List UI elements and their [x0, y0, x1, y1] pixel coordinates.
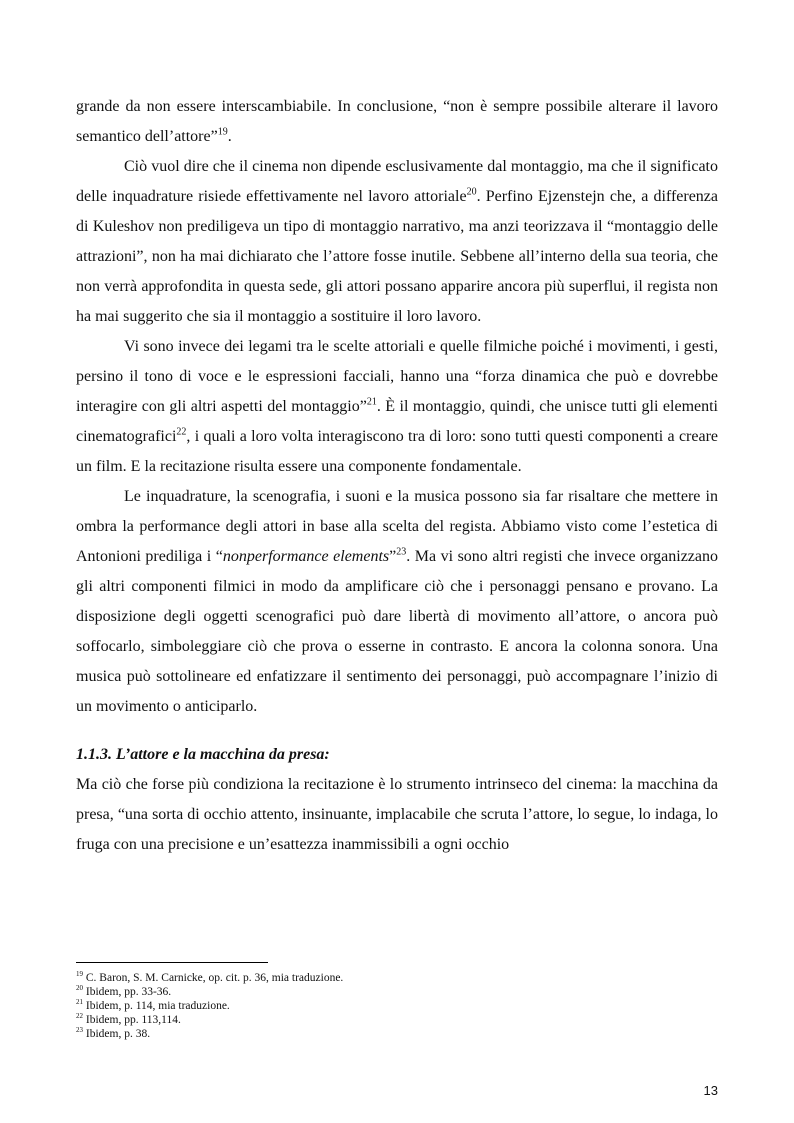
- paragraph-text: . È il montaggio, quindi, che unisce tutti gli elementi cinematografici: [76, 398, 718, 445]
- footnote-text: C. Baron, S. M. Carnicke, op. cit. p. 36, mia traduzione.: [83, 972, 344, 984]
- footnote-21: [76, 999, 718, 1013]
- footnote-19: [76, 971, 718, 985]
- paragraph-text: Le inquadrature, la scenografia, i suoni e la musica possono sia far risaltare che mettere in ombra la performance degli attori in base alla scelta del regista. Abbiamo visto come l’estetica di Antonioni prediliga i “: [76, 488, 718, 565]
- footnote-number: 23: [76, 1026, 83, 1035]
- paragraph-5: Ma ciò che forse più condiziona la recitazione è lo strumento intrinseco del cinema: la macchina da presa, “una sorta di occhio attento, insinuante, implacabile che scruta l’attore, lo segue, lo indaga, lo fruga con una precisione e un’esattezza inammissibili a ogni occhio: [76, 776, 718, 853]
- paragraph-text: . Perfino Ejzenstejn che, a differenza di Kuleshov non prediligeva un tipo di montaggio narrativo, ma anzi teorizzava il “montaggio delle attrazioni”, non ha mai dichiarato che l’attore fosse inutile. Sebbene all’interno della sua teoria, che non verrà approfondita in questa sede, gli attori possano apparire ancora più superflui, il regista non ha mai suggerito che sia il montaggio a sostituire il loro lavoro.: [76, 188, 719, 325]
- footnote-ref[interactable]: 21: [366, 396, 377, 408]
- footnote-text: Ibidem, pp. 113,114.: [83, 1014, 181, 1026]
- paragraph-text: Ciò vuol dire che il cinema non dipende esclusivamente dal montaggio, ma che il significato delle inquadrature risiede effettivamente nel lavoro attoriale: [76, 158, 718, 205]
- page-number: 13: [703, 1083, 718, 1098]
- paragraph-text: Vi sono invece dei legami tra le scelte attoriali e quelle filmiche poiché i movimenti, i gesti, persino il tono di voce e le espressioni facciali, hanno una “forza dinamica che può e dovrebbe interagire con gli altri aspetti del montaggio”: [76, 338, 718, 415]
- paragraph-text: .: [227, 128, 232, 145]
- paragraph-text: grande da non essere interscambiabile. In conclusione, “non è sempre possibile alterare il lavoro semantico dell’attore”: [76, 98, 718, 145]
- footnote-ref[interactable]: 23: [396, 546, 407, 558]
- paragraph-text: . Ma vi sono altri registi che invece organizzano gli altri componenti filmici in modo da amplificare ciò che i personaggi pensano e provano. La disposizione degli oggetti scenografici può dare libertà di movimento all’attore, o ancora può soffocarlo, simboleggiare ciò che prova o esserne in contrasto. E ancora la colonna sonora. Una musica può sottolineare ed enfatizzare il sentimento dei personaggi, può accompagnare l’inizio di un movimento o anticiparlo.: [76, 548, 719, 715]
- footnote-ref[interactable]: 20: [466, 186, 477, 198]
- footnote-ref[interactable]: 19: [217, 126, 228, 138]
- footnote-divider: [76, 962, 268, 963]
- footnote-20: [76, 985, 718, 999]
- paragraph-1: [76, 92, 718, 152]
- footnote-text: Ibidem, pp. 33-36.: [83, 986, 172, 998]
- paragraph-4: [76, 482, 718, 722]
- footnote-22: [76, 1013, 718, 1027]
- italic-term: nonperformance elements: [222, 548, 390, 565]
- paragraph-3: [76, 332, 718, 482]
- footnote-23: [76, 1027, 718, 1041]
- footnotes: [76, 962, 718, 1041]
- footnote-number: 19: [76, 970, 83, 979]
- footnote-ref[interactable]: 22: [176, 426, 187, 438]
- paragraph-2: [76, 152, 718, 332]
- paragraph-text: ”: [389, 548, 397, 565]
- page-body: [76, 92, 718, 860]
- footnote-text: Ibidem, p. 38.: [83, 1028, 151, 1040]
- footnote-number: 22: [76, 1012, 83, 1021]
- footnote-number: 20: [76, 984, 83, 993]
- footnote-text: Ibidem, p. 114, mia traduzione.: [83, 1000, 230, 1012]
- section-heading: 1.1.3. L’attore e la macchina da presa:: [76, 746, 330, 763]
- paragraph-text: , i quali a loro volta interagiscono tra di loro: sono tutti questi componenti a creare un film. E la recitazione risulta essere una componente fondamentale.: [76, 428, 718, 475]
- footnote-number: 21: [76, 998, 83, 1007]
